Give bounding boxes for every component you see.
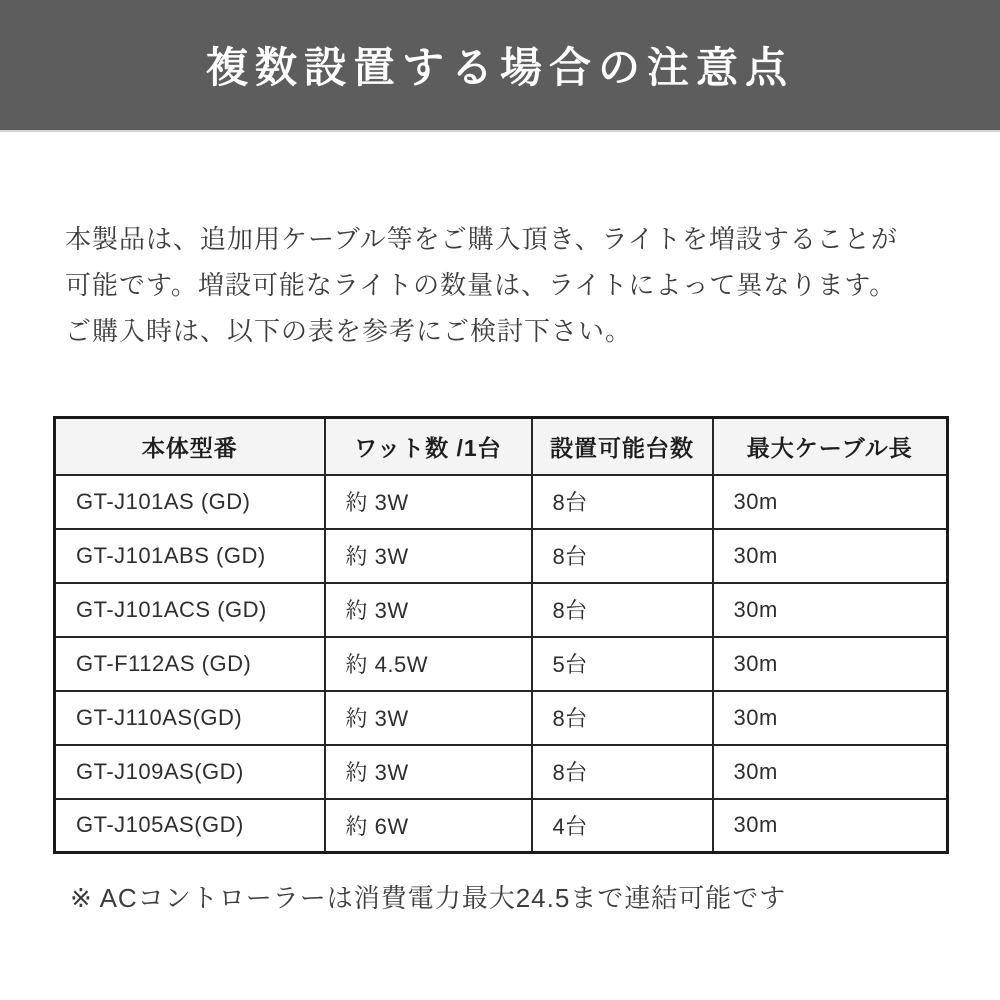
cell-model: GT-J110AS(GD) (55, 691, 325, 745)
intro-line-1: 本製品は、追加用ケーブル等をご購入頂き、ライトを増設することが (65, 224, 898, 254)
page-title: 複数設置する場合の注意点 (205, 44, 794, 91)
cell-watt: 約 3W (325, 691, 532, 745)
header-row (55, 418, 948, 475)
cell-cable: 30m (713, 745, 948, 799)
table-row (55, 583, 948, 637)
footnote-text: ※ ACコントローラーは消費電力最大24.5まで連結可能です (70, 883, 787, 913)
table-row (55, 637, 948, 691)
table-row (55, 475, 948, 529)
cell-cable: 30m (713, 691, 948, 745)
spec-table-body (55, 475, 948, 853)
cell-cable: 30m (713, 583, 948, 637)
cell-units: 8台 (532, 475, 713, 529)
table-row (55, 529, 948, 583)
intro-line-3: ご購入時は、以下の表を参考にご検討下さい。 (65, 316, 633, 346)
cell-units: 4台 (532, 799, 713, 853)
cell-watt: 約 3W (325, 475, 532, 529)
cell-model: GT-J101AS (GD) (55, 475, 325, 529)
cell-cable: 30m (713, 637, 948, 691)
table-row (55, 745, 948, 799)
cell-watt: 約 3W (325, 583, 532, 637)
cell-units: 8台 (532, 529, 713, 583)
cell-cable: 30m (713, 799, 948, 853)
cell-model: GT-J105AS(GD) (55, 799, 325, 853)
cell-model: GT-J101ABS (GD) (55, 529, 325, 583)
cell-model: GT-J101ACS (GD) (55, 583, 325, 637)
cell-model: GT-F112AS (GD) (55, 637, 325, 691)
header-watt: ワット数 /1台 (325, 418, 532, 475)
header-cable: 最大ケーブル長 (713, 418, 948, 475)
header-model: 本体型番 (55, 418, 325, 475)
cell-watt: 約 3W (325, 529, 532, 583)
cell-watt: 約 4.5W (325, 637, 532, 691)
cell-units: 5台 (532, 637, 713, 691)
intro-paragraph (65, 216, 940, 354)
cell-model: GT-J109AS(GD) (55, 745, 325, 799)
cell-watt: 約 3W (325, 745, 532, 799)
header-units: 設置可能台数 (532, 418, 713, 475)
spec-table-header (55, 418, 948, 475)
spec-table (53, 416, 949, 854)
intro-line-2: 可能です。増設可能なライトの数量は、ライトによって異なります。 (65, 270, 897, 300)
cell-watt: 約 6W (325, 799, 532, 853)
cell-units: 8台 (532, 691, 713, 745)
cell-cable: 30m (713, 529, 948, 583)
cell-units: 8台 (532, 583, 713, 637)
title-banner (0, 0, 1000, 132)
cell-units: 8台 (532, 745, 713, 799)
cell-cable: 30m (713, 475, 948, 529)
table-row (55, 799, 948, 853)
table-row (55, 691, 948, 745)
